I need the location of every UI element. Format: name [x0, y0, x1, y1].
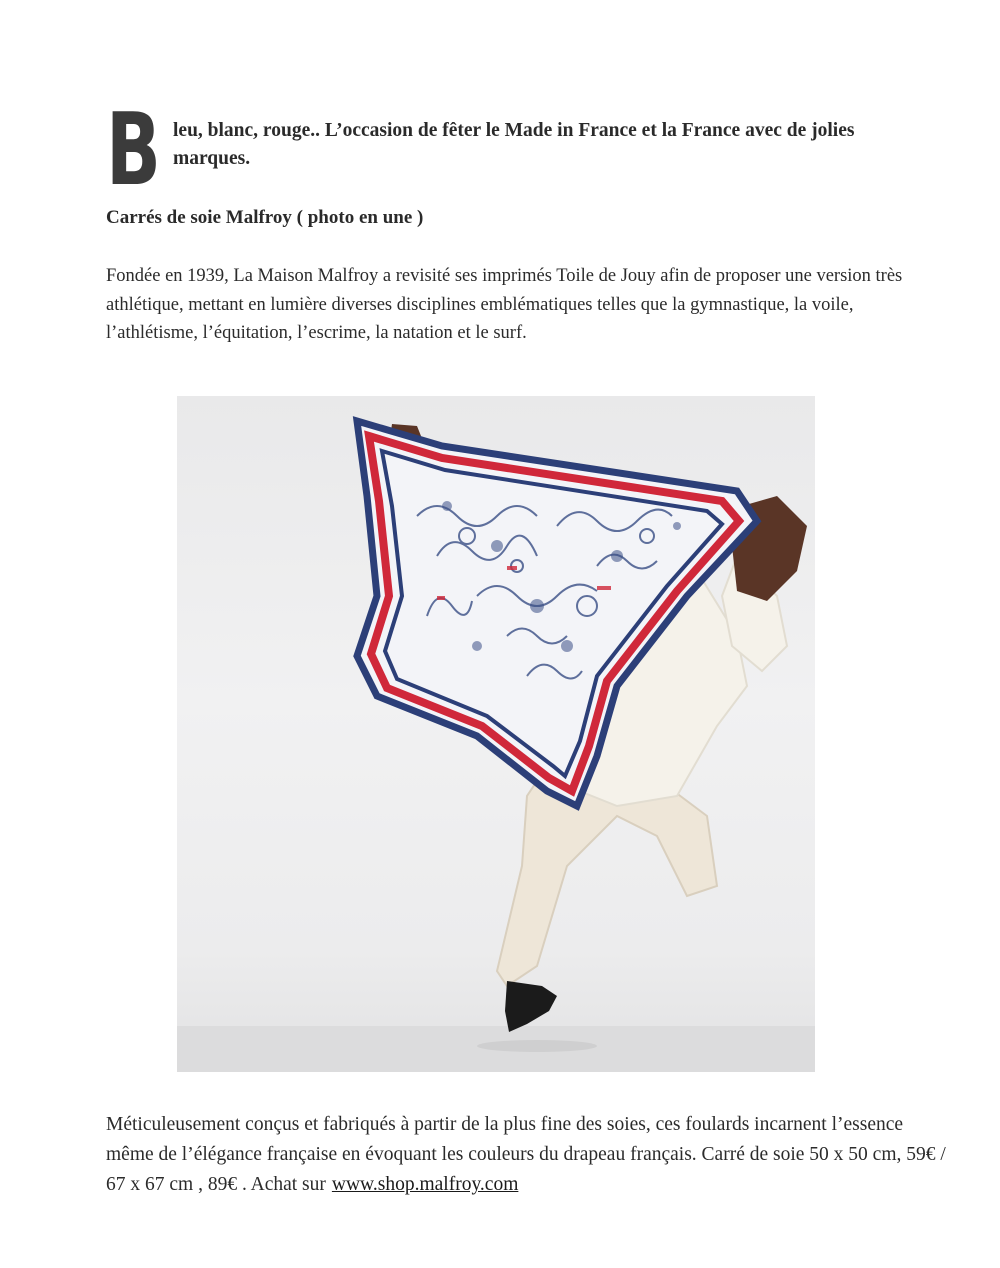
drop-cap: B: [106, 91, 160, 208]
intro-text: leu, blanc, rouge.. L’occasion de fêter le Made in France et la France avec de jolies marques.: [173, 120, 855, 169]
section-heading: Carrés de soie Malfroy ( photo en une ): [106, 207, 424, 228]
scarf-photo-illustration: [177, 396, 815, 1072]
details-text: Méticuleusement conçus et fabriqués à partir de la plus fine des soies, ces foulards incarnent l’essence même de l’élégance française en évoquant les couleurs du drapeau français. Carré de soie 50 x 50 cm, 59€ / 67 x 67 cm , 89€ . Achat sur: [106, 1114, 946, 1195]
paragraph-intro: Fondée en 1939, La Maison Malfroy a revisité ses imprimés Toile de Jouy afin de proposer une version très athlétique, mettant en lumière diverses disciplines emblématiques telles que la gymnastique, la voile, l’athlétisme, l’équitation, l’escrime, la natation et le surf.: [106, 266, 903, 343]
shadow: [477, 1040, 597, 1052]
shoe: [505, 981, 557, 1032]
article-photo: [177, 396, 815, 1072]
shop-link[interactable]: www.shop.malfroy.com: [331, 1174, 519, 1195]
paragraph-details: [106, 1110, 946, 1200]
